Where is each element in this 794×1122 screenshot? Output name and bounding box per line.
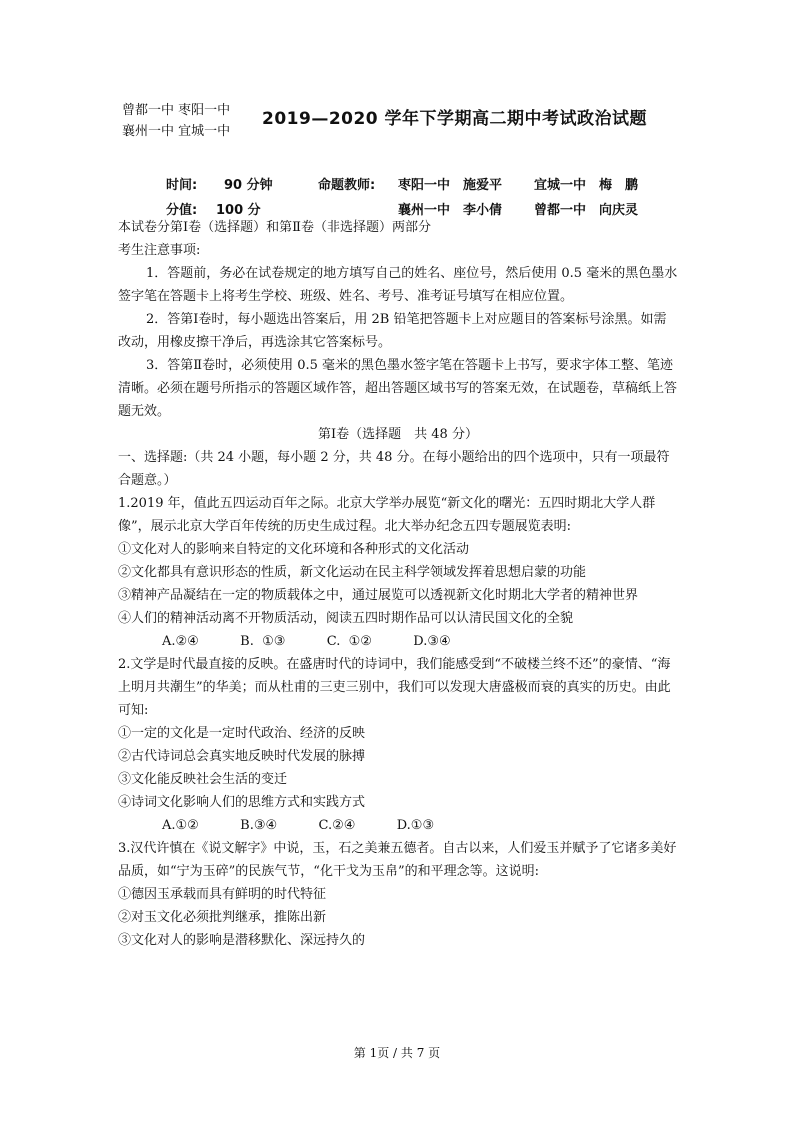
time-label: 时间: xyxy=(166,178,198,193)
q1-choices: A.②④ B. ①③ C. ①② D.③④ xyxy=(162,634,451,649)
q1-option-4: ④人们的精神活动离不开物质活动，阅读五四时期作品可以认清民国文化的全貌 xyxy=(118,611,574,626)
school-line-2: 襄州一中 宜城一中 xyxy=(122,124,231,139)
teacher-1: 枣阳一中 施爱平 xyxy=(398,178,503,193)
notice-rule-3: 3．答第Ⅱ卷时，必须使用 0.5 毫米的黑色墨水签字笔在答题卡上书写，要求字体工整、笔迹清晰。必须在题号所指示的答题区域作答，超出答题区域书写的答案无效，在试题卷，草稿纸上答题无效。 xyxy=(118,358,678,419)
score-value: 100 分 xyxy=(216,203,261,218)
q2-option-1: ①一定的文化是一定时代政治、经济的反映 xyxy=(118,726,366,741)
q3-option-3: ③文化对人的影响是潜移默化、深远持久的 xyxy=(118,933,366,948)
section-title: 第Ⅰ卷（选择题 共 48 分） xyxy=(318,427,478,442)
q3-option-1: ①德因玉承载而具有鲜明的时代特征 xyxy=(118,887,327,902)
teachers-label: 命题教师: xyxy=(318,178,376,193)
time-value: 90 分钟 xyxy=(224,178,273,193)
school-names xyxy=(122,100,230,142)
q1-option-3: ③精神产品凝结在一定的物质载体之中，通过展览可以透视新文化时期北大学者的精神世界 xyxy=(118,588,639,603)
score-label: 分值: xyxy=(166,203,198,218)
notice-rule-1: 1．答题前，务必在试卷规定的地方填写自己的姓名、座位号，然后使用 0.5 毫米的黑色墨水签字笔在答题卡上将考生学校、班级、姓名、考号、准考证号填写在相应位置。 xyxy=(118,266,678,304)
q2-stem: 2.文学是时代最直接的反映。在盛唐时代的诗词中，我们能感受到“不破楼兰终不还”的豪情、“海上明月共潮生”的华美；而从杜甫的三吏三别中，我们可以发现大唐盛极而衰的真实的历史。由此可知: xyxy=(118,657,671,718)
school-line-1: 曾都一中 枣阳一中 xyxy=(122,103,231,118)
q3-option-2: ②对玉文化必须批判继承，推陈出新 xyxy=(118,910,327,925)
q2-option-4: ④诗词文化影响人们的思维方式和实践方式 xyxy=(118,795,366,810)
q1-option-2: ②文化都具有意识形态的性质，新文化运动在民主科学领域发挥着思想启蒙的功能 xyxy=(118,565,587,580)
q3-stem: 3.汉代许慎在《说文解字》中说，玉，石之美兼五德者。自古以来，人们爱玉并赋予了它诸多美好品质，如“宁为玉碎”的民族气节，“化干戈为玉帛”的和平理念等。这说明: xyxy=(118,841,677,879)
section-instruction: 一、选择题:（共 24 小题，每小题 2 分，共 48 分。在每小题给出的四个选项中，只有一项最符合题意。） xyxy=(118,450,670,488)
paper-structure: 本试卷分第Ⅰ卷（选择题）和第Ⅱ卷（非选择题）两部分 xyxy=(118,220,431,235)
q1-stem: 1.2019 年，值此五四运动百年之际。北京大学举办展览“新文化的曙光：五四时期北大学人群像”，展示北京大学百年传统的历史生成过程。北大举办纪念五四专题展览表明: xyxy=(118,496,656,534)
q2-option-3: ③文化能反映社会生活的变迁 xyxy=(118,772,288,787)
q2-option-2: ②古代诗词总会真实地反映时代发展的脉搏 xyxy=(118,749,366,764)
teacher-3: 襄州一中 李小倩 xyxy=(398,203,503,218)
q2-choices: A.①② B.③④ C.②④ D.①③ xyxy=(162,818,435,833)
exam-body xyxy=(118,216,678,952)
page-footer: 第 1页 / 共 7 页 xyxy=(353,1046,441,1060)
q1-option-1: ①文化对人的影响来自特定的文化环境和各种形式的文化活动 xyxy=(118,542,470,557)
notice-rule-2: 2．答第Ⅰ卷时，每小题选出答案后，用 2B 铅笔把答题卡上对应题目的答案标号涂黑。如需改动，用橡皮擦干净后，再选涂其它答案标号。 xyxy=(118,312,667,350)
teacher-2: 宜城一中 梅 鹏 xyxy=(534,178,639,193)
exam-title: 2019—2020 学年下学期高二期中考试政治试题 xyxy=(262,109,648,129)
notice-heading: 考生注意事项: xyxy=(118,243,201,258)
teacher-4: 曾都一中 向庆灵 xyxy=(534,203,639,218)
